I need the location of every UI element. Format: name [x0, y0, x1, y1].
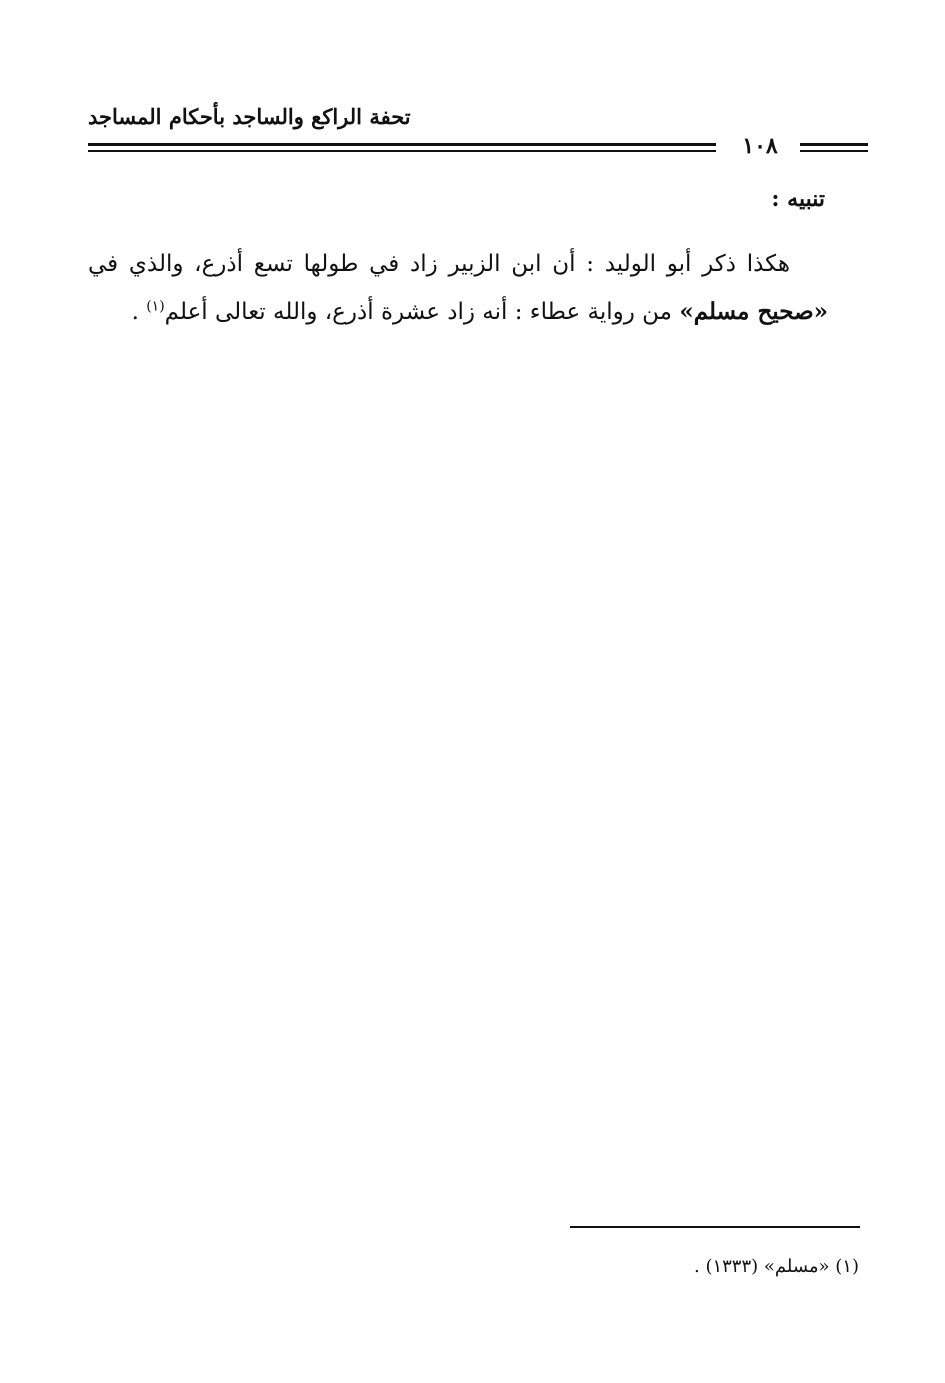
- bold-book-title: «صحيح مسلم»: [679, 298, 828, 325]
- running-title: تحفة الراكع والساجد بأحكام المساجد: [88, 104, 411, 129]
- paragraph-text-2: من رواية عطاء : أنه زاد عشرة أذرع، والله تعالى أعلم: [164, 299, 680, 325]
- footnote-item: (١) «مسلم» (١٣٣٣) .: [694, 1256, 859, 1277]
- footnote-separator: [570, 1226, 860, 1228]
- page-number: ١٠٨: [742, 133, 778, 159]
- body-paragraph: [88, 240, 828, 336]
- section-heading: تنبيه :: [771, 186, 825, 212]
- paragraph-text-1: هكذا ذكر أبو الوليد : أن ابن الزبير زاد في طولها تسع أذرع، والذي في: [88, 251, 790, 277]
- header-rule-left: [88, 143, 716, 152]
- footnote-reference: (١): [146, 298, 165, 315]
- header-rule-right: [800, 143, 868, 152]
- paragraph-end: .: [131, 299, 147, 325]
